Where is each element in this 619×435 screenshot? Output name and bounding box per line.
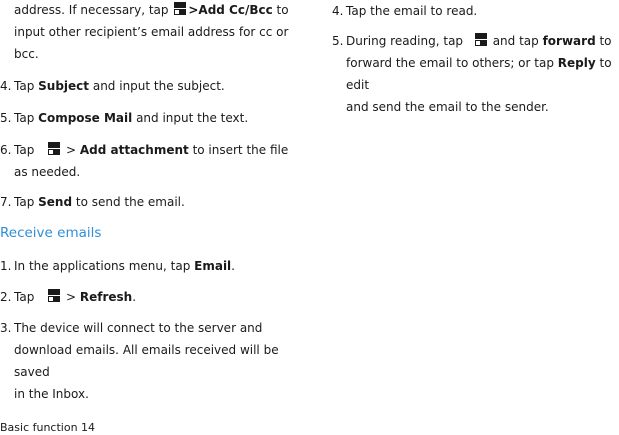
left-column <box>0 0 300 405</box>
step-7: 7. Tap Send to send the email. <box>0 195 185 209</box>
receive-step-3: 3. The device will connect to the server and download emails. All emails received will be saved in the Inbox. <box>0 321 279 401</box>
continued-step: address. If necessary, tap >Add Cc/Bcc to input other recipient’s email address for cc or bcc. <box>14 3 289 61</box>
step-6: 6. Tap > Add attachment to insert the file as needed. <box>0 143 289 179</box>
receive-step-1: 1. In the applications menu, tap Email. <box>0 259 235 273</box>
step-4: 4. Tap Subject and input the subject. <box>0 79 225 93</box>
receive-step-5: 5. During reading, tap and tap forward to forward the email to others; or tap Reply to edit and send the email to the sender. <box>332 34 612 114</box>
page-footer: Basic function 14 <box>0 421 96 434</box>
step-5: 5. Tap Compose Mail and input the text. <box>0 111 249 125</box>
menu-grid-icon <box>174 2 186 16</box>
section-heading: Receive emails <box>0 225 102 241</box>
receive-step-4: 4. Tap the email to read. <box>332 4 478 18</box>
menu-grid-icon <box>48 289 60 303</box>
menu-grid-icon <box>475 33 487 47</box>
right-column <box>332 0 619 118</box>
receive-step-2: 2. Tap > Refresh. <box>0 290 137 304</box>
menu-grid-icon <box>48 142 60 156</box>
